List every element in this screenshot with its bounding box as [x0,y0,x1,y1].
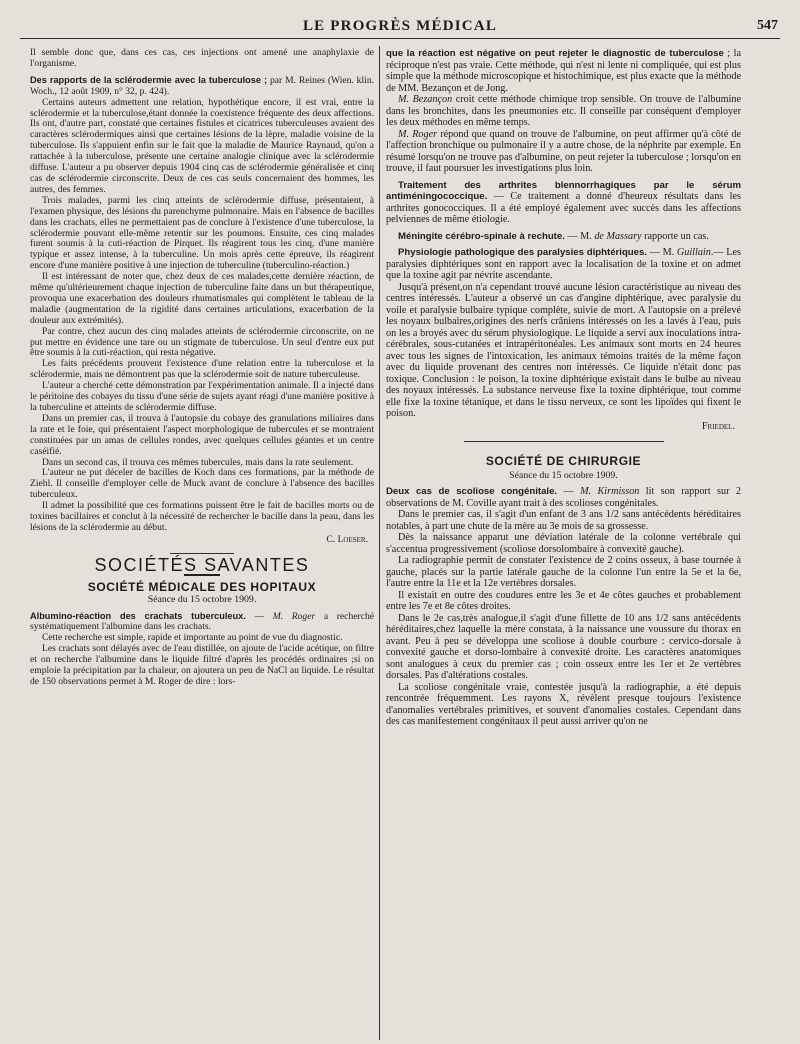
article-heading [386,247,741,282]
paragraph: Il admet la possibilité que ces formations puissent être le fait de bacilles morts ou de toxines bacillaires et conclut à la nécessité de rechercher le bacille dans la peau, dans les lésions de la sclérodermie au début. [30,500,374,533]
journal-title: LE PROGRÈS MÉDICAL [302,17,498,34]
separator-rule [170,553,234,554]
paragraph: Dans le premier cas, il s'agit d'un enfant de 3 ans 1/2 sans antécédents héréditaires notables, à part une chute de la mère au 3e mois de sa grossesse. [386,509,741,532]
article-heading [386,231,741,243]
paragraph: Dès la naissance apparut une déviation latérale de la colonne vertébrale qui s'accentua progressivement (scoliose dorsolombaire à convexité gauche). [386,532,741,555]
article-body: — Ce traitement a donné d'heureux résultats dans les arthrites gonococciques. Il a été employé également avec succès dans les affections pelviennes de même étiologie. [386,191,741,225]
paragraph: Cette recherche est simple, rapide et importante au point de vue du diagnostic. [42,632,343,644]
paragraph: Les crachats sont délayés avec de l'eau distillée, on ajoute de l'acide acétique, on filtre et on recherche l'albumine dans le liquide filtré d'après les procédés ordinaires ;si on emploie la précipitation par la chaleur, on ajoutera un peu de NaCl au liquide. Le résultat de 150 observations permet à M. Roger de dire : lors- [30,643,374,687]
paragraph [386,48,741,94]
paragraph-text: croit cette méthode chimique trop sensible. On trouve de l'albumine dans les bronchites, dans les pneumonies etc. Il conseille par conséquent d'employer les deux méthodes en même temps. [386,94,741,128]
session-date: Séance du 15 octobre 1909. [509,469,618,481]
column-divider [379,46,380,1040]
signature: C. Loeser. [326,533,368,545]
article-body: lit son rapport sur 2 observations de M. Coville ayant trait à des scolioses congénitales. [386,486,741,509]
paragraph: Dans un second cas, il trouva ces mêmes tubercules, mais dans la rate seulement. [42,456,354,468]
paragraph [386,129,741,175]
article-heading [30,611,374,634]
article-heading [386,180,741,226]
paragraph: Les faits précédents prouvent l'existence d'une relation entre la tuberculose et la sclérodermie, mais ne démontrent pas que la sclérodermie soit de nature tuberculeuse. [30,358,374,381]
author-name: Guillain [676,247,711,258]
paragraph: L'auteur a cherché cette démonstration par l'expérimentation animale. Il a injecté dans le péritoine des cobayes du tissu d'une série de sujets ayant réagi d'une manière positive à la tuberculine et atteints de sclérodermie diffuse. [30,380,374,413]
article-body: a recherché systématiquement l'albumine dans les crachats. [30,610,375,633]
emphasis: que la réaction est négative on peut rejeter le diagnostic de tuberculose [386,48,724,59]
paragraph: Certains auteurs admettent une relation, hypothétique encore, il est vrai, entre la sclérodermie et la tuberculose,étant donnée la coexistence fréquente des deux affections. Ils ont, d'autre part, constaté que certaines fistules et cicatrices tuberculeuses avaient des caractères sclérodermiques ainsi que certaines lésions de la lèpre, maladie voisine de la tuberculose. Ils s'appuient enfin sur le fait que la maladie de Maurice Raynaud, qu'on a rattachée à la tuberculose, présente une certaine analogie clinique avec la sclérodermie diffuse. L'auteur a pu observer depuis 1904 cinq cas de sclérodermie généralisée et cinq cas de sclérodermie circonscrite. Deux de ces cas seuls concernaient des hommes, les autres, des femmes. [30,96,374,195]
article-body: rapporte un cas. [641,230,709,242]
article-title: Traitement des arthrites blennorrhagiques par le sérum antiméningococcique. [386,179,741,202]
separator-rule [464,441,664,442]
paragraph: Il semble donc que, dans ces cas, ces injections ont amené une anaphylaxie de l'organisme. [30,47,374,69]
page-number: 547 [757,18,778,33]
author-name: M. Roger [272,610,316,622]
left-column [30,48,374,688]
paragraph: Il est intéressant de noter que, chez deux de ces malades,cette dernière réaction, de même qu'ultérieurement chaque injection de tuberculine faite dans un but thérapeutique, provoqua une exacerbation des douleurs rhumatismales qui complètent le tableau de la maladie (augmentation de la rigidité dans certaines articulations, exacerbation de la douleur aux extrémités). [30,271,374,326]
article-title: Méningite cérébro-spinale à rechute. [398,230,565,242]
dash: — M. [564,230,595,242]
right-column [386,48,741,728]
signature: Friedel. [701,420,735,432]
dash: — M. [647,247,677,258]
session-date: Séance du 15 octobre 1909. [147,593,257,605]
paragraph: Dans un premier cas, il trouva à l'autopsie du cobaye des granulations miliaires dans la rate et le foie, qui présentaient l'aspect morphologique de tubercules et se montraient constituées par un amas de cellules rondes, avec quelques cellules géantes et un centre caséifié. [30,412,374,457]
paragraph: La scoliose congénitale vraie, contestée jusqu'à la radiographie, a été depuis rencontrée fréquemment. Les rayons X, révèlent presque toujours l'existence d'anomalies vertébrales primitives, et souvent d'anomalies costales. Cependant dans des cas manifestement congénitaux il peut aussi arriver qu'on ne [386,681,741,727]
dash: — [557,486,581,497]
article-reference: par M. Reines (Wien. klin. Woch., 12 août 1909, n° 32, p. 424). [30,74,375,97]
paragraph: Jusqu'à présent,on n'a cependant trouvé aucune lésion caractéristique au niveau des centres intéressés. L'auteur a observé un cas d'angine diphtérique, avec paralysie du voile et paralysie bulbaire typique complète, suivie de mort. A l'autopsie on a prélevé les noyaux bulbaires,origines des nerfs crâniens intéressés on les a lavés à l'eau, puis on les a broyés avec du sérum physiologique. Le liquide a servi aux inoculations intra-cérébrales, sous-cutanées et intrapéritonéales. Les animaux sont morts en 24 heures avec tous les signes de l'intoxication, les animaux témoins traités de la même façon avec du liquide provenant des centres non intéressés. Ce liquide n'était donc pas toxique. Conclusion : le poison, la toxine diphtérique existait dans le bulbe au niveau des noyaux intéressés. La substance nerveuse fixe la toxine diphtérique, tout comme elle fixe la toxine tétanique, et dans le tissu nerveux, ce sont les lipoïdes qui fixent le poison. [386,281,741,419]
paragraph: Il existait en outre des coudures entre les 3e et 4e côtes gauches et probablement entre les 7e et 8e côtes droites. [386,589,741,612]
paragraph-text: ; la réciproque n'est pas vraie. Cette méthode, qui n'est ni lente ni compliquée, qui est plus simple que la méthode microscopique et histochimique, est plus exacte que la méthode de MM. Bezançon et de Jong. [386,48,741,94]
article-body: .— Les paralysies diphtériques sont en rapport avec la localisation de la toxine et on admet que la toxine agit par névrite ascendante. [386,247,741,281]
paragraph: La radiographie permit de constater l'existence de 2 coins osseux, à base tournée à gauche, placés sur la partie latérale gauche de la colonne l'un entre la 5e et la 6e, l'autre entre la 11e et la 12e vertèbres dorsales. [386,555,741,589]
society-title: SOCIÉTÉ DE CHIRURGIE [485,454,642,468]
article-title: Deux cas de scoliose congénitale. [386,486,558,497]
author-name: M. Kirmisson [580,486,640,497]
article-title: Des rapports de la sclérodermie avec la tuberculose ; [30,74,268,85]
author-name: M. Roger [398,128,438,140]
paragraph-text: répond que quand on trouve de l'albumine, on peut affirmer qu'à côté de l'affection bronchique ou pulmonaire il y a autre chose, de la néphrite par exemple. En résumé lorsqu'on ne trouve pas d'albumine, on peut rejeter la tuberculose ; lorsqu'on en trouve, il faut poursuer les investigations plus loin. [386,128,741,174]
author-name: de Massary [594,230,642,242]
article-heading [30,75,374,98]
paragraph: Trois malades, parmi les cinq atteints de sclérodermie diffuse, présentaient, à l'examen physique, des lésions du parenchyme pulmonaire. Mais en l'absence de bacilles dans les crachats, elles ne permettaient pas de conclure à l'existence d'une tuberculose, la sclérodermie pouvant elle-même retentir sur les poumons. Ensuite, ces cinq malades furent soumis à la cuti-réaction de Pirquet. Ils réagirent tous les cinq, d'une manière typique et assez intense, à la tuberculine. Un mois après cette épreuve, ils réagirent encore d'une manière positive à une injection de tuberculine (tuberculino-réaction.) [30,194,374,272]
paragraph: L'auteur ne put déceler de bacilles de Koch dans ces formations, par la méthode de Ziehl. Il conseille d'employer celle de Muck avant de conclure à l'absence des bacilles tuberculeux. [30,467,374,501]
author-name: M. Bezançon [398,94,453,105]
society-title: SOCIÉTÉ MÉDICALE DES HOPITAUX [87,579,317,594]
page-header [20,14,780,39]
paragraph: Dans le 2e cas,très analogue,il s'agit d'une fillette de 10 ans 1/2 sans antécédents héréditaires,chez laquelle la mère constata, à la naissance une voussure du thorax en avant. Peu à peu se développa une scoliose à double courbure : cervico-dorsale à convexité gauche et dorso-lombaire à convexité droite. Les caractères anatomiques sont analogues à ceux du premier cas ; coin osseux entre les 1er et 2e vertèbres dorsales. Pas d'altérations costales. [386,612,741,681]
paragraph [386,94,741,129]
dash: — [245,610,273,622]
article-title: Albumino-réaction des crachats tuberculeux. [30,610,246,621]
article-heading [386,486,741,509]
article-title: Physiologie pathologique des paralysies diphtériques. [398,247,648,258]
section-title: SOCIÉTÉS SAVANTES [94,554,310,575]
paragraph: Par contre, chez aucun des cinq malades atteints de sclérodermie circonscrite, on ne put mettre en évidence une tare ou un stigmate de tuberculose. Un seul d'entre eux put être soumis à la cuti-réaction, qui resta négative. [30,325,374,359]
